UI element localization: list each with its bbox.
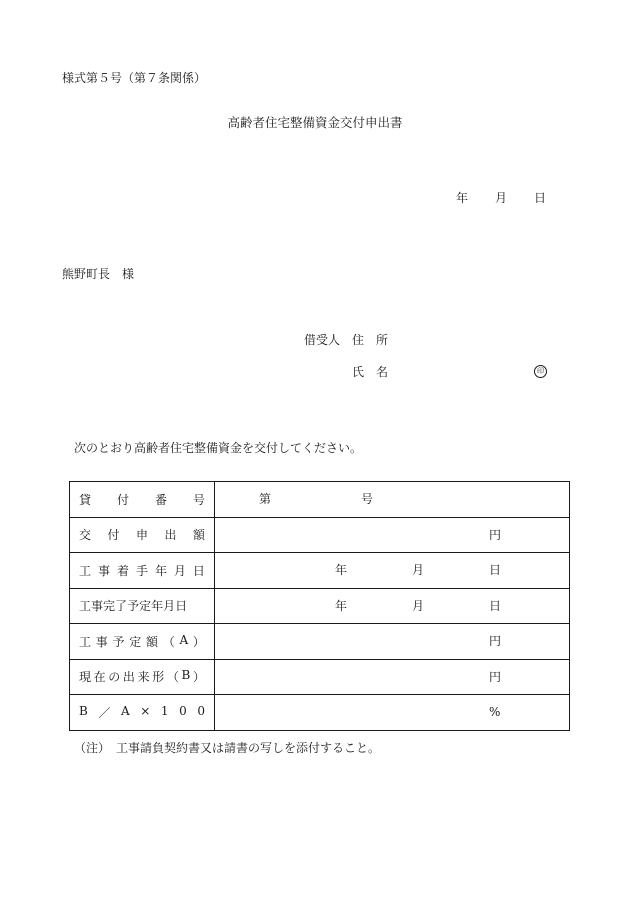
label-char: 定: [129, 634, 142, 649]
label-char: 事: [95, 634, 108, 649]
label-char: 工: [79, 563, 92, 578]
detail-table: [69, 481, 570, 731]
label-char: 日: [175, 599, 188, 614]
label-char: ／: [98, 705, 111, 720]
label-char: 申: [135, 528, 148, 543]
yen-unit: 円: [489, 634, 502, 649]
grant-amount-field[interactable]: [215, 517, 570, 553]
grant-amount-label: [70, 517, 215, 553]
label-char: 完: [103, 599, 116, 614]
label-char: 号: [192, 492, 205, 507]
label-char: 形: [152, 670, 165, 685]
yen-unit: 円: [489, 527, 502, 542]
addressee: 熊野町長 様: [62, 267, 135, 281]
table-row: [70, 624, 570, 660]
day-unit: 日: [489, 563, 502, 578]
label-char: 月: [173, 563, 186, 578]
label-char: （: [166, 670, 179, 685]
date-month-label: 月: [495, 191, 508, 205]
label-text: [70, 668, 214, 685]
current-progress-field[interactable]: [215, 659, 570, 695]
date-day-label: 日: [534, 191, 547, 205]
request-statement: 次のとおり高齢者住宅整備資金を交付してください。: [74, 441, 363, 455]
label-char: B: [79, 703, 88, 718]
label-char: ×: [140, 703, 151, 718]
label-char: 付: [116, 492, 129, 507]
label-text: [70, 633, 214, 650]
yen-unit: 円: [489, 669, 502, 684]
completion-date-field[interactable]: [215, 588, 570, 624]
label-char: 予: [112, 634, 125, 649]
label-char: A: [179, 632, 189, 647]
loan-number-prefix: 第: [259, 492, 272, 507]
label-char: 工: [79, 634, 92, 649]
label-text: [70, 704, 214, 721]
year-unit: 年: [335, 598, 348, 613]
label-char: 事: [91, 599, 104, 614]
year-unit: 年: [335, 563, 348, 578]
construction-start-field[interactable]: [215, 553, 570, 589]
label-char: 現: [79, 670, 92, 685]
label-char: ）: [192, 634, 205, 649]
label-char: 年: [151, 599, 164, 614]
month-unit: 月: [412, 563, 425, 578]
label-char: 了: [115, 599, 128, 614]
label-char: 月: [163, 599, 176, 614]
label-char: 事: [97, 563, 110, 578]
label-char: ）: [192, 670, 205, 685]
label-char: 来: [137, 670, 150, 685]
label-char: 出: [164, 528, 177, 543]
label-char: 年: [154, 563, 167, 578]
ratio-field[interactable]: [215, 695, 570, 731]
day-unit: 日: [489, 598, 502, 613]
table-row: [70, 659, 570, 695]
planned-cost-field[interactable]: [215, 624, 570, 660]
label-char: 0: [179, 703, 187, 718]
document-title: 高齢者住宅整備資金交付申出書: [227, 115, 403, 130]
current-progress-label: [70, 659, 215, 695]
label-char: B: [181, 668, 191, 683]
borrower-name-label: 氏 名: [352, 365, 389, 379]
date-year-label: 年: [456, 191, 469, 205]
label-char: 1: [160, 703, 169, 718]
seal-mark: 印: [534, 365, 547, 378]
label-char: 定: [139, 599, 152, 614]
label-text: [70, 597, 214, 614]
label-char: 在: [93, 670, 106, 685]
loan-number-field[interactable]: [215, 482, 570, 518]
table-row: [70, 517, 570, 553]
table-row: [70, 553, 570, 589]
footnote: （注） 工事請負契約書又は請書の写しを添付すること。: [74, 741, 381, 755]
label-char: 着: [116, 563, 129, 578]
label-char: 額: [192, 528, 205, 543]
label-text: [70, 491, 214, 508]
label-char: A: [121, 703, 130, 718]
borrower-address-label: 借受人 住 所: [304, 333, 389, 347]
table-row: [70, 482, 570, 518]
label-char: 交: [79, 528, 92, 543]
completion-date-label: [70, 588, 215, 624]
label-char: 手: [135, 563, 148, 578]
label-char: 貸: [79, 492, 92, 507]
ratio-label: [70, 695, 215, 731]
label-text: [70, 526, 214, 543]
label-char: 番: [154, 492, 167, 507]
label-char: 予: [127, 599, 140, 614]
label-char: 出: [122, 670, 135, 685]
label-char: 0: [197, 703, 205, 718]
month-unit: 月: [412, 598, 425, 613]
label-char: 日: [192, 563, 205, 578]
table-row: [70, 588, 570, 624]
label-char: 額: [146, 634, 159, 649]
label-char: の: [108, 670, 121, 685]
label-char: 工: [79, 599, 92, 614]
loan-number-label: [70, 482, 215, 518]
form-number: 様式第５号（第７条関係）: [62, 71, 207, 85]
label-text: [70, 562, 214, 579]
planned-cost-label: [70, 624, 215, 660]
percent-unit: %: [489, 705, 501, 720]
table-row: [70, 695, 570, 731]
label-char: 付: [107, 528, 120, 543]
label-char: （: [162, 634, 175, 649]
construction-start-label: [70, 553, 215, 589]
loan-number-suffix: 号: [361, 492, 374, 507]
